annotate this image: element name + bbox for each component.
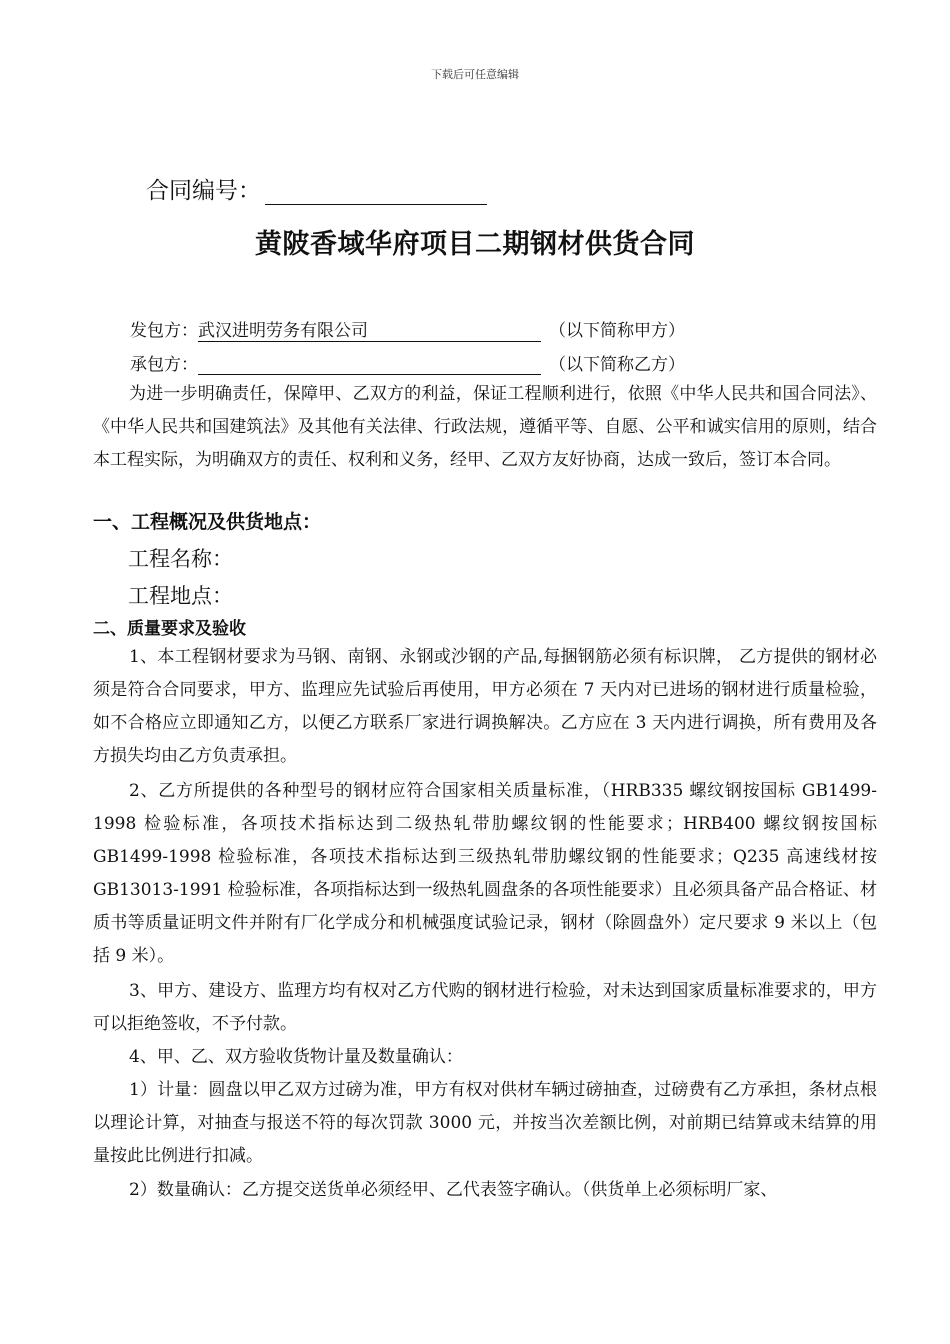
party-a-value: 武汉进明劳务有限公司	[198, 321, 368, 341]
project-site-label: 工程地点：	[128, 584, 233, 608]
document-title: 黄陂香域华府项目二期钢材供货合同	[255, 229, 695, 260]
page-header-note: 下载后可任意编辑	[431, 68, 519, 81]
clause-2: 2、乙方所提供的各种型号的钢材应符合国家相关质量标准，（HRB335 螺纹钢按国标 GB1499-1998 检验标准，各项技术指标达到二级热轧带肋螺纹钢的性能要求；HRB400 螺纹钢按国标 GB1499-1998 检验标准，各项技术指标达到三级热轧带肋螺纹钢的性能要求；Q235 高速线材按 GB13013-1991 检验标准，各项指标达到一级热轧圆盘条的各项性能要求）且必须具备产品合格证、材质书等质量证明文件并附有厂化学成分和机械强度试验记录，钢材（除圆盘外）定尺要求 9 米以上（包括 9 米）。	[93, 781, 877, 966]
intro-paragraph: 为进一步明确责任，保障甲、乙双方的利益，保证工程顺利进行，依照《中华人民共和国合同法》、《中华人民共和国建筑法》及其他有关法律、行政法规，遵循平等、自愿、公平和诚实信用的原则，结合本工程实际，为明确双方的责任、权利和义务，经甲、乙双方友好协商，达成一致后，签订本合同。	[93, 384, 877, 470]
clause-4: 4、甲、乙、双方验收货物计量及数量确认：	[129, 1047, 463, 1067]
party-b-label: 承包方：	[130, 355, 198, 375]
party-a-label: 发包方：	[130, 321, 198, 341]
contract-number-blank	[265, 184, 487, 205]
party-b-row	[130, 350, 685, 375]
party-a-row	[130, 316, 685, 342]
section-1-heading: 一、工程概况及供货地点：	[93, 511, 322, 533]
section-2-heading: 二、质量要求及验收	[93, 619, 246, 639]
clause-4-2-quantity: 2）数量确认：乙方提交送货单必须经甲、乙代表签字确认。（供货单上必须标明厂家、	[129, 1180, 778, 1200]
clause-1: 1、本工程钢材要求为马钢、南钢、永钢或沙钢的产品,每捆钢筋必须有标识牌， 乙方提供的钢材必须是符合合同要求，甲方、监理应先试验后再使用，甲方必须在 7 天内对已进场的钢材进行质量检验，如不合格应立即通知乙方，以便乙方联系厂家进行调换解决。乙方应在 3 天内进行调换，所有费用及各方损失均由乙方负责承担。	[93, 647, 877, 766]
clause-4-1-measurement: 1）计量：圆盘以甲乙双方过磅为准，甲方有权对供材车辆过磅抽查，过磅费有乙方承担，条材点根以理论计算，对抽查与报送不符的每次罚款 3000 元，并按当次差额比例，对前期已结算或未结算的用量按此比例进行扣减。	[93, 1080, 877, 1166]
party-a-suffix: （以下简称甲方）	[549, 321, 685, 341]
contract-number-field	[146, 172, 487, 205]
party-b-suffix: （以下简称乙方）	[549, 355, 685, 375]
party-a-value-field	[198, 316, 541, 342]
contract-number-label: 合同编号：	[146, 178, 261, 204]
project-name-label: 工程名称：	[128, 547, 233, 571]
clause-3: 3、甲方、建设方、监理方均有权对乙方代购的钢材进行检验，对未达到国家质量标准要求的，甲方可以拒绝签收，不予付款。	[93, 981, 877, 1034]
party-b-value-field	[198, 354, 541, 375]
